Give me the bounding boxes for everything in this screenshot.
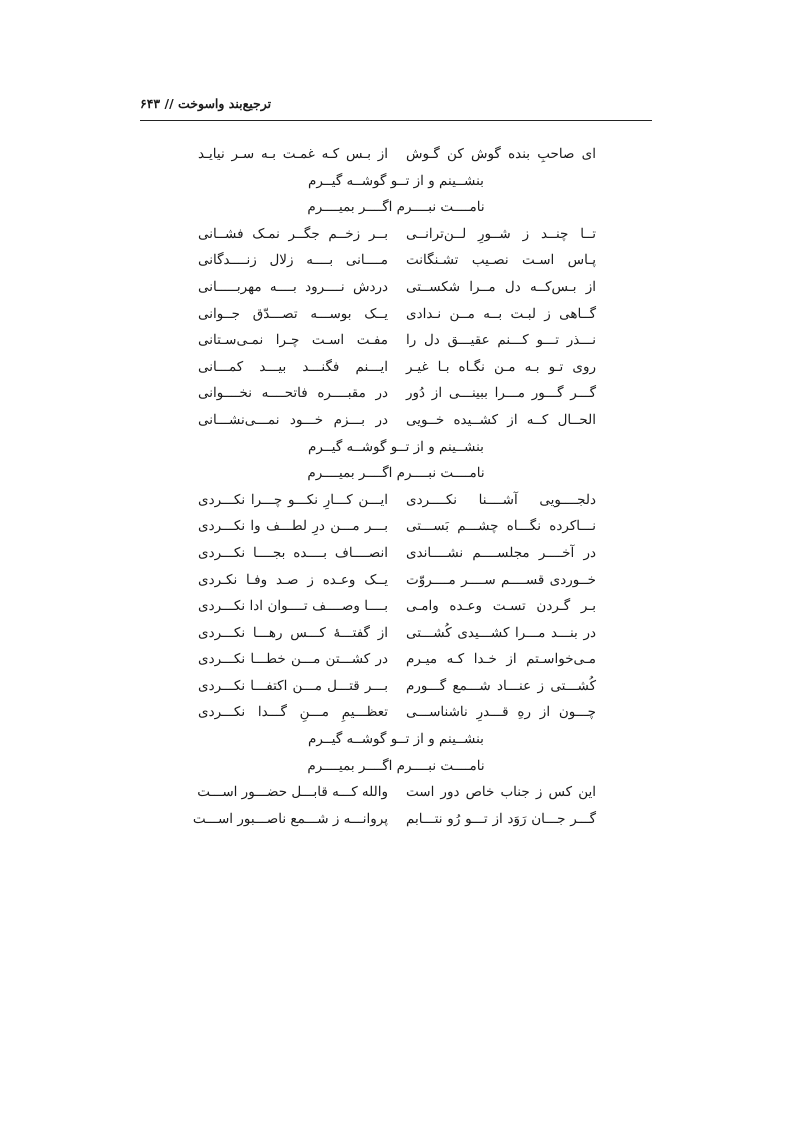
refrain-line <box>196 435 596 462</box>
first-hemistich: ای صاحبِ بنده گوش کن گـوش <box>406 146 596 162</box>
poem-body <box>192 142 596 833</box>
verse-line <box>196 142 596 169</box>
verse-line <box>196 275 596 302</box>
verse-line <box>196 514 596 541</box>
refrain-line <box>196 754 596 781</box>
first-hemistich: تــا چنــد ز شــورِ لــن‌ترانــی <box>406 225 596 242</box>
verse-line <box>196 355 596 382</box>
running-header <box>140 96 652 120</box>
first-hemistich: بـر گـردن تسـت وعـده وامـی <box>406 598 596 615</box>
verse-line <box>196 541 596 568</box>
first-hemistich: الحــال کــه از کشــیده خــویی <box>406 411 596 428</box>
verse-line <box>196 568 596 595</box>
second-hemistich: در مقبــــره فاتحــــه نخــــوانی <box>198 385 388 402</box>
verse-line <box>196 700 596 727</box>
first-hemistich: این کس ز جناب خاص دور است <box>406 784 596 801</box>
second-hemistich: از بـس کـه غمـت بـه سـر نیایـد <box>198 146 388 162</box>
second-hemistich: والله کـــه قابـــل حضـــور اســـت <box>197 784 388 801</box>
second-hemistich: انصــــاف بــــده بجــــا نکـــردی <box>198 544 388 561</box>
second-hemistich: یــک وعـده ز صـد وفـا نکـردی <box>198 571 388 588</box>
first-hemistich: در بنـــد مـــرا کشـــیدی کُشـــتی <box>406 624 596 641</box>
verse-line <box>196 488 596 515</box>
first-hemistich: مـی‌خواسـتم از خـدا کـه میـرم <box>406 651 596 668</box>
refrain-line <box>196 727 596 754</box>
verse-line <box>196 248 596 275</box>
first-hemistich: نـــاکرده نگـــاه چشـــم بَســـتی <box>406 518 596 535</box>
refrain-text: بنشــینم و از تــو گوشــه گیــرم <box>308 438 484 455</box>
verse-line <box>196 621 596 648</box>
verse-line <box>196 594 596 621</box>
refrain-text: بنشــینم و از تــو گوشــه گیــرم <box>308 731 484 748</box>
second-hemistich: ایـــن کـــارِ نکـــو چـــرا نکـــردی <box>198 491 388 508</box>
second-hemistich: در بـــزم خـــود نمـــی‌نشـــانی <box>198 411 388 428</box>
second-hemistich: ایـــنم فگنـــد بیـــد کمـــانی <box>198 358 388 375</box>
first-hemistich: چـــون از رهِ قـــدرِ ناشناســـی <box>406 704 596 721</box>
second-hemistich: از گفتـــهٔ کـــس رهـــا نکـــردی <box>198 624 388 641</box>
verse-line <box>196 647 596 674</box>
verse-line <box>196 328 596 355</box>
first-hemistich: خــوردی قســــم ســــر مــــروّت <box>406 571 596 588</box>
verse-line <box>192 807 596 834</box>
second-hemistich: مــــانی بــــه زلال زنــــدگانی <box>198 252 388 269</box>
refrain-text: بنشــینم و از تــو گوشــه گیــرم <box>308 172 484 189</box>
header-title: ترجیع‌بند واسوخت // ۶۴۳ <box>140 96 272 111</box>
second-hemistich: در کشـــتن مـــن خطـــا نکـــردی <box>198 651 388 668</box>
refrain-text: نامــــت نبــــرم اگــــر بمیــــرم <box>307 757 485 774</box>
first-hemistich: نـــذر تـــو کـــنم عقیـــق دل را <box>406 332 596 349</box>
refrain-text: نامــــت نبــــرم اگــــر بمیــــرم <box>307 199 485 216</box>
second-hemistich: پروانـــه ز شـــمع ناصـــبور اســـت <box>192 810 388 827</box>
first-hemistich: گـــر گـــور مـــرا ببینـــی از دُور <box>406 385 596 402</box>
verse-line <box>196 222 596 249</box>
first-hemistich: گــاهی ز لبـت بــه مــن نـدادی <box>406 305 596 322</box>
second-hemistich: دردش نــــرود بــــه مهربـــــانی <box>198 278 388 295</box>
second-hemistich: یــک بوســـه تصـــدّق جــوانی <box>198 305 388 322</box>
verse-line <box>196 674 596 701</box>
first-hemistich: روی تـو بـه مـن نگـاه بـا غیـر <box>406 358 596 375</box>
first-hemistich: پـاس اسـت نصـیب تشـنگانت <box>406 252 596 269</box>
second-hemistich: بــر زخــم جگــر نمـک فشــانی <box>198 225 388 242</box>
refrain-line <box>196 195 596 222</box>
first-hemistich: کُشـــتی ز عنـــاد شـــمع گـــورم <box>406 677 596 694</box>
first-hemistich: در آخــــر مجلســــم نشــــاندی <box>406 544 596 561</box>
second-hemistich: بـــر قتـــل مـــن اکتفـــا نکـــردی <box>198 677 388 694</box>
verse-line <box>196 302 596 329</box>
first-hemistich: از بـس‌کــه دل مــرا شکســتی <box>406 278 596 295</box>
first-hemistich: گـــر جـــان رَوَد از تـــو رُو نتـــابم <box>406 810 596 827</box>
header-divider <box>140 120 652 121</box>
second-hemistich: مفـت اسـت چـرا نمـی‌سـتانی <box>198 332 388 349</box>
first-hemistich: دلجــــویی آشــــنا نکــــردی <box>406 491 596 508</box>
second-hemistich: بـــر مـــن درِ لطـــف وا نکـــردی <box>198 518 388 535</box>
refrain-line <box>196 169 596 196</box>
refrain-text: نامــــت نبــــرم اگــــر بمیــــرم <box>307 465 485 482</box>
verse-line <box>196 381 596 408</box>
refrain-line <box>196 461 596 488</box>
verse-line <box>196 780 596 807</box>
verse-line <box>196 408 596 435</box>
second-hemistich: تعظـــیمِ مـــنِ گـــدا نکـــردی <box>198 704 388 721</box>
second-hemistich: بــــا وصــــف تــــوان ادا نکـــردی <box>198 598 388 615</box>
